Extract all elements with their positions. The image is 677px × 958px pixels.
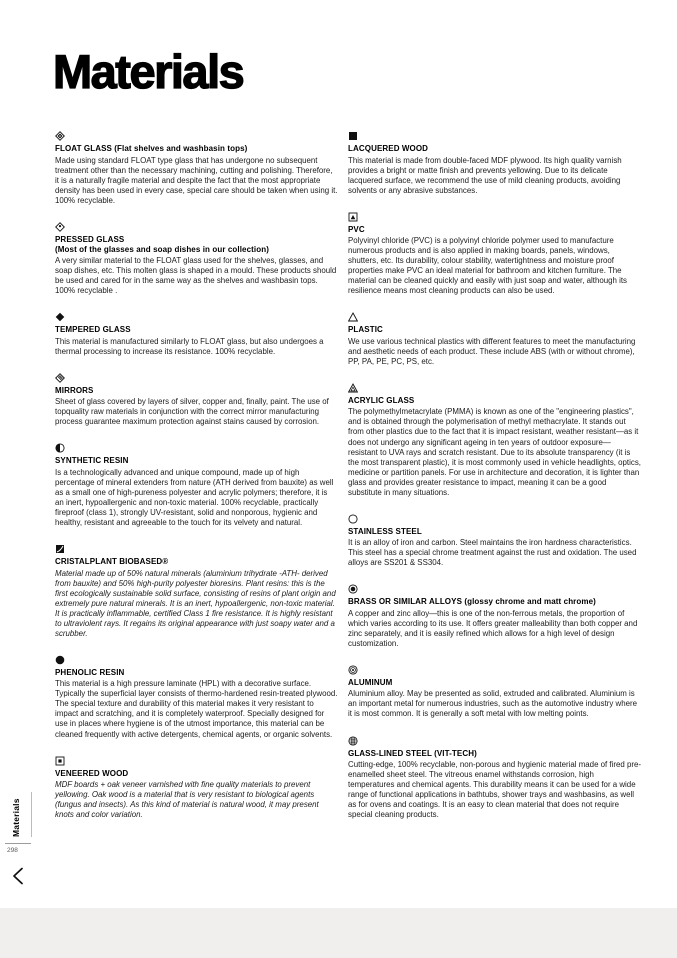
material-description: This material is manufactured similarly to FLOAT glass, but also undergoes a thermal processing to increase its resistance. 100% recyclable. — [55, 336, 324, 356]
triangle-outline-icon — [348, 312, 641, 323]
material-section — [348, 383, 641, 498]
material-section — [348, 131, 641, 196]
square-leaf-icon — [55, 544, 338, 555]
material-section — [55, 222, 338, 297]
material-section — [348, 312, 641, 367]
material-title: MIRRORS — [55, 385, 94, 395]
circle-filled-icon — [55, 655, 338, 666]
diamond-pattern-icon — [55, 131, 338, 142]
material-description: This material is made from double-faced MDF plywood. Its high quality varnish provides a bright or matte finish and prevents yellowing. Due to its delicate lacquered surface, we recommend the use of mild cleaning products, avoiding solvents or any abrasive substances. — [348, 155, 622, 195]
material-title: TEMPERED GLASS — [55, 325, 131, 335]
sidebar-vertical-rule — [31, 792, 32, 837]
material-section — [55, 544, 338, 639]
diamond-filled-icon — [55, 312, 338, 323]
chevron-left-icon[interactable] — [9, 866, 27, 886]
material-title: LACQUERED WOOD — [348, 144, 429, 153]
diamond-dot-icon — [55, 222, 338, 233]
material-title: PHENOLIC RESIN — [55, 667, 125, 677]
materials-column-right — [348, 131, 641, 836]
page-bottom-edge — [0, 908, 677, 958]
materials-column-left — [55, 131, 338, 836]
material-description: The polymethylmetacrylate (PMMA) is known as one of the "engineering plastics", and is obtained through the polymerisation of methyl methacrylate. It stands out from other plastics due to the fact that it is impact resistant, weather resistant—as it does not undergo any significant ageing in ten years of outdoor exposure— resistant to UVA rays and scratch resistant. Due to its absolute transparency (it is the most transparent plastic), it is most commonly used in vehicle headlights, optics, medicine or partition panels. For use in architecture and decoration, it is lighter than glass and provides greater resistance to impact, meaning it can be a good substitute in many situations. — [348, 407, 641, 497]
circle-dot-icon — [348, 584, 641, 595]
material-section — [55, 373, 338, 428]
material-description: Is a technologically advanced and unique compound, made up of high percentage of mineral extenders from nature (ATH derived from bauxite) as well as a small one of high-pureness polyester and acrylic polymers; therefore, it is an inert, hypoallergenic and non-toxic material. 100% recyclable, practically fireproof (class 1), strongly UV-resistant, solid and nonporous, hygienic and healthy, resistant and agreeable to the touch for its velvety and natural. — [55, 467, 334, 528]
square-filled-icon — [348, 131, 641, 142]
material-description: Polyvinyl chloride (PVC) is a polyvinyl chloride polymer used to manufacture numerous products and is also applied in making boards, panels, windows, shutters, etc. Its durability, colour stability, watertightness and moisture proof properties make PVC an ideal material for bathroom and kitchen furniture. The material can be cleaned quickly and easily with just soap and water, although its resilience means most cleaning products can also be used. — [348, 236, 627, 296]
material-title: PRESSED GLASS — [55, 234, 125, 244]
material-description: Cutting-edge, 100% recyclable, non-porous and hygienic material made of fired pre-enamelled sheet steel. The vitreous enamel withstands corrosion, high temperatures and chemical agents. This durability means it can be used for a wide range of functional applications in bathtubs, shower trays and washbasins, as well as for ovens and coatings. It is an easy to clean material that does not require special cleaning products. — [348, 760, 641, 820]
material-section — [348, 212, 641, 297]
material-title: GLASS-LINED STEEL (VIT-TECH) — [348, 748, 477, 758]
material-section — [348, 736, 641, 821]
material-title: PLASTIC — [348, 325, 383, 335]
material-section — [55, 131, 338, 206]
triangle-hatched-icon — [348, 383, 641, 394]
material-section — [55, 655, 338, 740]
material-description: Material made up of 50% natural minerals (aluminium trihydrate -ATH- derived from bauxite) and 50% high-purity polyester bioresins. Plant resins: this is the first ecologically sustainable solid surface, consisting of resins of plant origin and extremely pure natural minerals. It is an inert, hypoallergenic, non-toxic material. It is practically inflammable, certified Class 1 fire resistance. It is highly resistant to ultraviolent rays. It regains its original appearance with just soapy water and a scrubber. — [55, 568, 336, 638]
material-title: CRISTALPLANT BIOBASED® — [55, 557, 169, 567]
circle-ring-dot-icon — [348, 665, 641, 676]
material-title: ACRYLIC GLASS — [348, 395, 415, 405]
square-inner-icon — [55, 756, 338, 767]
material-description: Sheet of glass covered by layers of silver, copper and, finally, paint. The use of topquality raw materials in conjunction with the correct mirror manufacturing process guarantee maximum protection against stains caused by corrosion. — [55, 397, 329, 427]
page-title: Materials — [53, 45, 244, 98]
material-section — [55, 312, 338, 357]
circle-half-icon — [55, 443, 338, 454]
square-triangle-icon — [348, 212, 641, 223]
material-title: VENEERED WOOD — [55, 768, 129, 778]
diamond-hatched-icon — [55, 373, 338, 384]
material-description: A copper and zinc alloy—this is one of the non-ferrous metals, the proportion of which varies according to its use. It offers greater malleability than both copper and zinc separately, and it is easily refined which allows for a high level of design customization. — [348, 608, 638, 648]
sidebar-section-label: Materials — [11, 798, 21, 837]
material-title: FLOAT GLASS (Flat shelves and washbasin tops) — [55, 144, 248, 153]
circle-hatched-icon — [348, 736, 641, 747]
material-title: STAINLESS STEEL — [348, 526, 422, 536]
sidebar-divider — [5, 843, 31, 844]
material-title: PVC — [348, 224, 365, 234]
material-section — [55, 756, 338, 821]
material-section — [348, 584, 641, 649]
circle-outline-icon — [348, 514, 641, 525]
material-section — [348, 665, 641, 720]
material-description: Made using standard FLOAT type glass that has undergone no subsequent treatment other than the necessary machining, cutting and polishing. Therefore, it is a naturally fragile material and despite the fact that the most appropriate density has been used in every case, special care should be taken when using it. 100% recyclable. — [55, 155, 338, 205]
material-description: We use various technical plastics with different features to meet the manufacturing and aesthetic needs of each product. These include ABS (with or without chrome), PP, PA, PE, PC, PS, etc. — [348, 336, 636, 366]
material-title: ALUMINUM — [348, 677, 393, 687]
material-title: BRASS OR SIMILAR ALLOYS (glossy chrome and matt chrome) — [348, 597, 596, 607]
material-description: This material is a high pressure laminate (HPL) with a decorative surface. Typically the superficial layer consists of thermo-hardened resin-treated plywood. The special texture and durability of this material makes it very resistant to impact and scratching, and it is completely waterproof. Specially designed for use in places where hygiene is of the utmost importance, this material can be cleaned frequently with active detergents, chemical agents, or organic solvents. — [55, 679, 338, 739]
material-description: MDF boards + oak veneer varnished with fine quality materials to prevent yellowing. Oak wood is a material that is very resistant to biological agents (fungus and insects). As this kind of material is natural wood, it may present knots and color variation. — [55, 780, 319, 820]
material-title-line2: (Most of the glasses and soap dishes in our collection) — [55, 244, 269, 254]
page-number: 298 — [7, 847, 18, 854]
material-description: It is an alloy of iron and carbon. Steel maintains the iron hardness characteristics. This steel has a special chrome treatment against the rust and oxidation. The used alloys are SS201 & SS304. — [348, 538, 637, 568]
material-description: Aluminium alloy. May be presented as solid, extruded and calibrated. Aluminium is an important metal for numerous industries, such as the automotive industry where it is most common. It is generally a soft metal with low melting points. — [348, 689, 638, 719]
material-title: SYNTHETIC RESIN — [55, 456, 129, 466]
material-section — [55, 443, 338, 528]
material-description: A very similar material to the FLOAT glass used for the shelves, glasses, and soap dishes, etc. This molten glass is shaped in a mould. These products should be used and cared for in the same way as the shelves and washbasin tops. 100% recyclable . — [55, 256, 337, 296]
material-section — [348, 514, 641, 569]
